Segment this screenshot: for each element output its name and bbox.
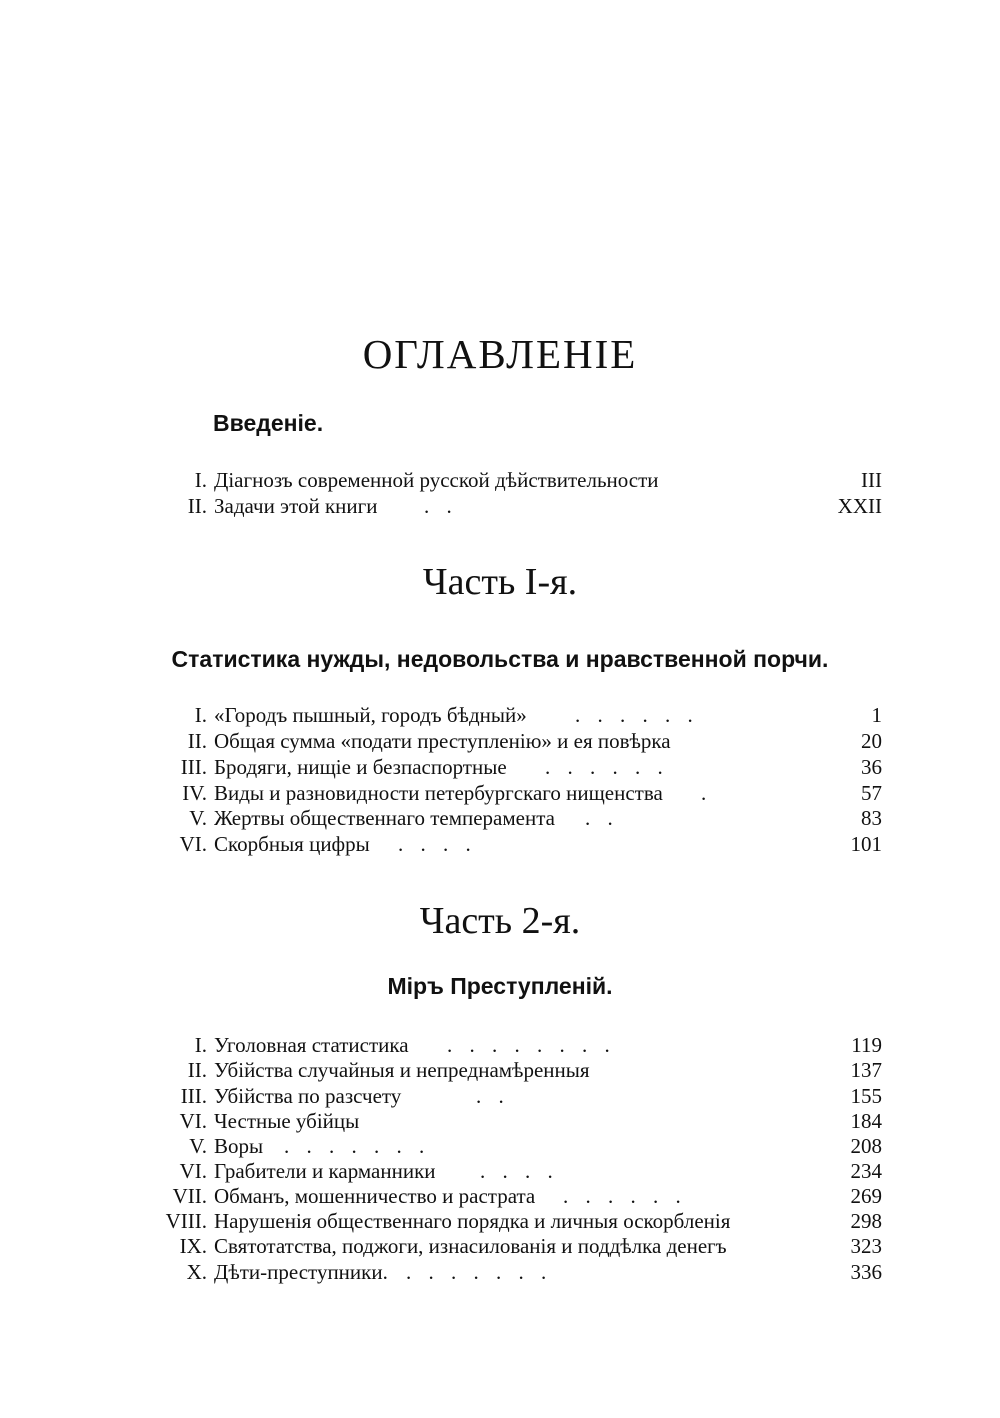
toc-title: Бродяги, нищіе и безпаспортные xyxy=(214,755,507,779)
toc-title: Діагнозъ современной русской дѣйствительности xyxy=(214,468,659,492)
toc-leader-dots: . . xyxy=(424,494,458,518)
toc-row xyxy=(0,1058,1000,1083)
page-title: ОГЛАВЛЕНІЕ xyxy=(362,331,638,377)
toc-leader-dots: . . . . xyxy=(398,832,477,856)
toc-number: VI. xyxy=(179,832,207,856)
toc-number: VI. xyxy=(179,1159,207,1183)
toc-leader-dots: . xyxy=(701,781,713,805)
toc-title: Нарушенія общественнаго порядка и личныя оскорбленія xyxy=(214,1209,731,1233)
toc-number: II. xyxy=(187,494,207,518)
toc-number: I. xyxy=(194,468,207,492)
toc-title: Убійства случайныя и непреднамѣренныя xyxy=(214,1058,590,1082)
toc-leader-dots: . . . . . . . xyxy=(284,1134,431,1158)
toc-page: 119 xyxy=(851,1033,882,1057)
toc-row xyxy=(0,729,1000,754)
toc-page: 298 xyxy=(850,1209,882,1233)
toc-page: 57 xyxy=(861,781,882,805)
toc-row xyxy=(0,1159,1000,1184)
toc-leader-dots: . . . . . . . xyxy=(406,1260,553,1284)
toc-page: 336 xyxy=(850,1260,882,1284)
toc-number: III. xyxy=(180,1084,207,1108)
toc-title: Задачи этой книги xyxy=(214,494,378,518)
toc-title: «Городъ пышный, городъ бѣдный» xyxy=(214,703,527,727)
toc-number: VI. xyxy=(179,1109,207,1133)
toc-row xyxy=(0,1084,1000,1109)
toc-title: Виды и разновидности петербургскаго нищенства xyxy=(214,781,663,805)
toc-number: I. xyxy=(194,1033,207,1057)
toc-title: Святотатства, поджоги, изнасилованія и поддѣлка денегъ xyxy=(214,1234,727,1258)
toc-page: 269 xyxy=(850,1184,882,1208)
toc-leader-dots: . . . . . . . . xyxy=(447,1033,616,1057)
toc-row xyxy=(0,468,1000,493)
toc-number: VIII. xyxy=(165,1209,207,1233)
toc-number: X. xyxy=(186,1260,207,1284)
toc-number: V. xyxy=(189,1134,207,1158)
toc-leader-dots: . . . . . . xyxy=(545,755,669,779)
toc-page: 20 xyxy=(861,729,882,753)
toc-row xyxy=(0,832,1000,857)
toc-title: Убійства по разсчету xyxy=(214,1084,402,1108)
toc-leader-dots: . . . . . . xyxy=(575,703,699,727)
toc-title: Дѣти-преступники. xyxy=(214,1260,388,1284)
toc-title: Воры xyxy=(214,1134,264,1158)
toc-row xyxy=(0,1209,1000,1234)
toc-row xyxy=(0,806,1000,831)
toc-title: Обманъ, мошенничество и растрата xyxy=(214,1184,536,1208)
toc-number: V. xyxy=(189,806,207,830)
toc-row xyxy=(0,1260,1000,1285)
toc-row xyxy=(0,1184,1000,1209)
toc-page: III xyxy=(861,468,882,492)
toc-row xyxy=(0,1134,1000,1159)
toc-page: 184 xyxy=(850,1109,882,1133)
toc-title: Уголовная статистика xyxy=(214,1033,409,1057)
toc-row xyxy=(0,781,1000,806)
toc-page: 208 xyxy=(850,1134,882,1158)
part-1-subtitle: Статистика нужды, недовольства и нравственной порчи. xyxy=(171,646,829,672)
part-2-title: Часть 2-я. xyxy=(419,900,581,942)
toc-page: 1 xyxy=(871,703,882,727)
toc-number: II. xyxy=(187,729,207,753)
toc-row xyxy=(0,1234,1000,1259)
toc-title: Грабители и карманники xyxy=(214,1159,436,1183)
toc-row xyxy=(0,494,1000,519)
toc-page: 101 xyxy=(850,832,882,856)
toc-leader-dots: . . xyxy=(585,806,619,830)
toc-number: I. xyxy=(194,703,207,727)
toc-page: XXII xyxy=(837,494,882,518)
toc-title: Честные убійцы xyxy=(214,1109,360,1133)
intro-heading: Введеніе. xyxy=(213,410,324,436)
toc-row xyxy=(0,755,1000,780)
toc-number: VII. xyxy=(172,1184,207,1208)
part-1-title: Часть I-я. xyxy=(422,561,578,603)
part-2-subtitle: Міръ Преступленій. xyxy=(387,973,613,999)
toc-leader-dots: . . xyxy=(476,1084,510,1108)
toc-page: 36 xyxy=(861,755,882,779)
toc-number: IV. xyxy=(182,781,207,805)
toc-leader-dots: . . . . . . xyxy=(563,1184,687,1208)
toc-number: II. xyxy=(187,1058,207,1082)
toc-row xyxy=(0,703,1000,728)
toc-number: IX. xyxy=(179,1234,207,1258)
toc-page: 234 xyxy=(850,1159,882,1183)
toc-row xyxy=(0,1033,1000,1058)
toc-title: Общая сумма «подати преступленію» и ея повѣрка xyxy=(214,729,671,753)
toc-leader-dots: . . . . xyxy=(480,1159,559,1183)
toc-number: III. xyxy=(180,755,207,779)
toc-title: Жертвы общественнаго темперамента xyxy=(214,806,555,830)
toc-page: 323 xyxy=(850,1234,882,1258)
toc-row xyxy=(0,1109,1000,1134)
toc-page: 83 xyxy=(861,806,882,830)
toc-title: Скорбныя цифры xyxy=(214,832,370,856)
toc-page: 137 xyxy=(850,1058,882,1082)
toc-page: 155 xyxy=(850,1084,882,1108)
